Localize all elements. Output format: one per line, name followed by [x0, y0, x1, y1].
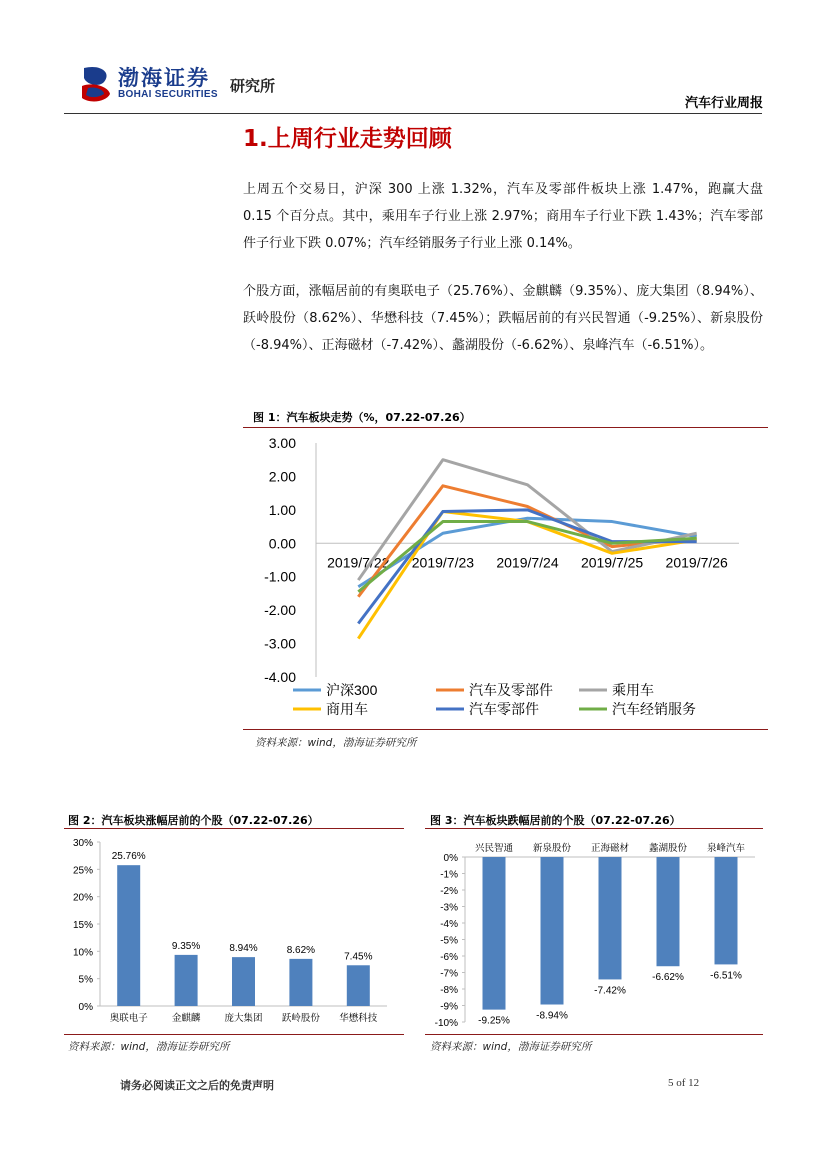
figure-1-top-rule: [243, 427, 768, 428]
x-tick-label: 2019/7/22: [327, 554, 390, 571]
logo-chinese-name: 渤海证券: [118, 65, 210, 90]
y-tick-label: -9%: [440, 1001, 458, 1013]
x-tick-label: 2019/7/23: [411, 554, 475, 571]
legend-label: 汽车经销服务: [612, 701, 696, 717]
legend-label: 沪深300: [326, 682, 378, 698]
data-label: -6.62%: [652, 972, 684, 984]
paragraph-stock-movers: 个股方面，涨幅居前的有奥联电子（25.76%）、金麒麟（9.35%）、庞大集团（8.94%）、跃岭股份（8.62%）、华懋科技（7.45%）；跌幅居前的有兴民智通（-9.25%）、新泉股份（-8.94%）、正海磁材（-7.42%）、蠡湖股份（-6.62%）、泉峰汽车（-6.51%）。: [243, 284, 763, 353]
x-tick-label: 2019/7/26: [665, 554, 728, 571]
figure-2-caption: 图 2：汽车板块涨幅居前的个股（07.22-07.26）: [68, 814, 319, 827]
data-label: -7.42%: [594, 985, 626, 997]
y-tick-label: -1.00: [264, 568, 296, 585]
data-label: 8.62%: [286, 944, 316, 956]
bar: [657, 857, 680, 966]
figure-3-caption: 图 3：汽车板块跌幅居前的个股（07.22-07.26）: [430, 814, 681, 827]
y-tick-label: -1%: [440, 869, 458, 881]
y-tick-label: -10%: [434, 1018, 458, 1029]
footer-disclaimer: 请务必阅读正文之后的免责声明: [120, 1079, 274, 1092]
x-tick-label: 兴民智通: [474, 843, 514, 854]
data-label: 8.94%: [229, 943, 258, 955]
y-tick-label: 0%: [443, 853, 458, 864]
legend-label: 汽车零部件: [469, 701, 539, 717]
data-label: -6.51%: [710, 970, 742, 982]
report-type: 汽车行业周报: [684, 96, 763, 111]
line-chart-auto-sector-trend: [243, 430, 768, 730]
bohai-logo-icon: [78, 64, 116, 104]
x-tick-label: 跃岭股份: [281, 1013, 320, 1024]
y-tick-label: 1.00: [268, 501, 296, 518]
y-tick-label: 10%: [72, 947, 93, 959]
logo-english-name: BOHAI SECURITIES: [118, 89, 218, 100]
x-tick-label: 2019/7/24: [496, 554, 559, 571]
y-tick-label: 25%: [72, 865, 93, 877]
bar: [289, 959, 312, 1006]
figure-2-source: 资料来源：wind，渤海证券研究所: [68, 1041, 230, 1053]
figure-3-source: 资料来源：wind，渤海证券研究所: [430, 1041, 592, 1053]
data-label: -8.94%: [536, 1010, 568, 1022]
x-tick-label: 奥联电子: [109, 1013, 148, 1024]
bar: [347, 965, 370, 1006]
legend-label: 汽车及零部件: [469, 682, 553, 698]
bar-chart-top-losers: [425, 830, 763, 1035]
data-label: 9.35%: [171, 940, 201, 952]
legend-label: 商用车: [326, 701, 368, 717]
x-tick-label: 泉峰汽车: [706, 843, 746, 854]
x-tick-label: 华懋科技: [339, 1013, 378, 1024]
y-tick-label: 3.00: [268, 435, 296, 451]
bar: [175, 955, 198, 1006]
y-tick-label: 0%: [78, 1002, 93, 1013]
y-tick-label: 15%: [72, 920, 93, 931]
figure-3-top-rule: [425, 828, 763, 829]
data-label: 25.76%: [111, 851, 146, 863]
y-tick-label: 2.00: [268, 468, 296, 485]
bar: [117, 865, 140, 1006]
x-tick-label: 蠡湖股份: [648, 843, 688, 854]
page-number: 5 of 12: [668, 1077, 700, 1089]
header-divider: [64, 113, 762, 114]
data-label: 7.45%: [344, 951, 373, 963]
figure-1-source: 资料来源：wind，渤海证券研究所: [255, 737, 417, 749]
paragraph-market-overview: 上周五个交易日，沪深 300 上涨 1.32%，汽车及零部件板块上涨 1.47%，跑赢大盘 0.15 个百分点。其中，乘用车子行业上涨 2.97%；商用车子行业下跌 1.43%；汽车零部件子行业下跌 0.07%；汽车经销服务子行业上涨 0.14%。: [243, 182, 763, 251]
y-tick-label: 20%: [72, 892, 93, 904]
bar: [715, 857, 738, 964]
bar: [232, 957, 255, 1006]
y-tick-label: -2.00: [264, 602, 296, 619]
y-tick-label: 0.00: [268, 535, 296, 552]
x-tick-label: 新泉股份: [532, 843, 572, 854]
y-tick-label: -4%: [440, 919, 458, 930]
y-tick-label: -2%: [440, 886, 458, 897]
bar: [483, 857, 506, 1010]
y-tick-label: -3%: [440, 902, 458, 914]
institute-name: 研究所: [230, 77, 276, 95]
y-tick-label: -3.00: [264, 635, 296, 652]
y-tick-label: -4.00: [264, 669, 296, 685]
figure-3-bottom-rule: [425, 1034, 763, 1035]
x-tick-label: 庞大集团: [224, 1013, 263, 1024]
figure-1-bottom-rule: [243, 729, 768, 730]
data-label: -9.25%: [478, 1015, 510, 1027]
y-tick-label: -8%: [440, 985, 458, 996]
bar: [599, 857, 622, 979]
bar: [541, 857, 564, 1005]
y-tick-label: 5%: [78, 974, 93, 986]
bar-chart-top-gainers: [64, 830, 404, 1035]
section-title: 1.上周行业走势回顾: [243, 126, 452, 152]
y-tick-label: -6%: [440, 952, 458, 963]
x-tick-label: 正海磁材: [590, 843, 630, 854]
y-tick-label: 30%: [72, 838, 93, 849]
y-tick-label: -7%: [440, 968, 458, 980]
x-tick-label: 金麒麟: [171, 1013, 201, 1024]
y-tick-label: -5%: [440, 935, 458, 947]
figure-2-top-rule: [64, 828, 404, 829]
legend-label: 乘用车: [612, 682, 654, 698]
x-tick-label: 2019/7/25: [580, 554, 644, 571]
figure-1-caption: 图 1：汽车板块走势（%，07.22-07.26）: [253, 411, 471, 424]
figure-2-bottom-rule: [64, 1034, 404, 1035]
